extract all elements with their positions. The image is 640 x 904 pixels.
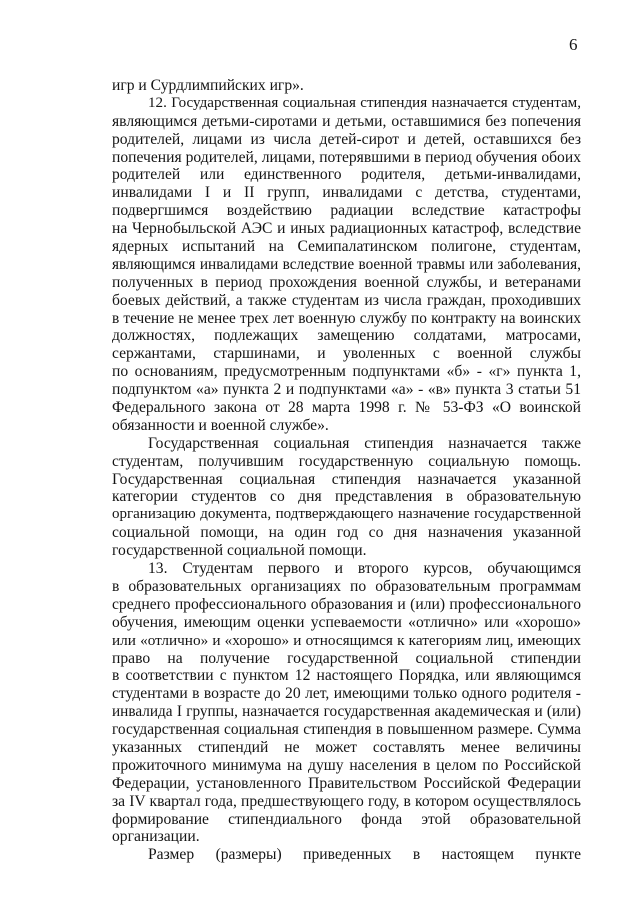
text-line: боевых действий, а также студентам из числа граждан, проходивших	[112, 291, 581, 309]
text-line: организации.	[112, 828, 200, 846]
text-line: обязанности и военной службе».	[112, 416, 329, 434]
text-line: инвалидами I и II групп, инвалидами с детства, студентами,	[112, 184, 581, 202]
document-body	[112, 77, 581, 864]
text-line: или «отлично» и «хорошо» и относящимся к категориям лиц, имеющих	[112, 631, 581, 649]
text-line: Государственная социальная стипендия назначается указанной	[112, 470, 581, 488]
text-line: полученных в период прохождения военной службы, и ветеранами	[112, 273, 581, 291]
text-line: родителей, лицами из числа детей-сирот и детей, оставшихся без	[112, 130, 581, 148]
text-line: Государственная социальная стипендия назначается также	[148, 434, 581, 452]
text-line: инвалида I группы, назначается государственная академическая и (или)	[112, 703, 581, 721]
text-line: на Чернобыльской АЭС и иных радиационных катастроф, вследствие	[112, 220, 581, 238]
text-line: Размер (размеры) приведенных в настоящем пункте	[148, 846, 581, 864]
text-line: прожиточного минимума на душу населения в целом по Российской	[112, 756, 581, 774]
text-line: должностях, подлежащих замещению солдатами, матросами,	[112, 327, 581, 345]
text-line: в соответствии с пунктом 12 настоящего Порядка, или являющимся	[112, 667, 581, 685]
text-line: попечения родителей, лицами, потерявшими в период обучения обоих	[112, 148, 581, 166]
text-line: категории студентов со дня представления в образовательную	[112, 488, 581, 506]
text-line: Федерального закона от 28 марта 1998 г. № 53-ФЗ «О воинской	[112, 399, 581, 417]
text-line: игр и Сурдлимпийских игр».	[112, 77, 304, 94]
text-line: за IV квартал года, предшествующего году, в котором осуществлялось	[112, 792, 581, 810]
text-line: государственной социальной помощи.	[112, 542, 367, 560]
text-line: студентам, получившим государственную социальную помощь.	[112, 452, 581, 470]
text-line: студентами в возрасте до 20 лет, имеющими только одного родителя -	[112, 685, 581, 703]
page-number: 6	[569, 35, 578, 54]
text-line: являющимся инвалидами вследствие военной травмы или заболевания,	[112, 255, 581, 273]
text-line: подвергшимся воздействию радиации вследствие катастрофы	[112, 202, 581, 220]
text-line: обучения, имеющим оценки успеваемости «отлично» или «хорошо»	[112, 613, 581, 631]
text-line: государственная социальная стипендия в повышенном размере. Сумма	[112, 721, 581, 739]
text-line: среднего профессионального образования и (или) профессионального	[112, 595, 581, 613]
text-line: являющимся детьми-сиротами и детьми, оставшимися без попечения	[112, 112, 581, 130]
text-line: указанных стипендий не может составлять менее величины	[112, 738, 581, 756]
text-line: социальной помощи, на один год со дня назначения указанной	[112, 524, 581, 542]
text-line: подпунктом «а» пункта 2 и подпунктами «а» - «в» пункта 3 статьи 51	[112, 381, 581, 399]
text-line: Федерации, установленного Правительством Российской Федерации	[112, 774, 581, 792]
text-line: право на получение государственной социальной стипендии	[112, 649, 581, 667]
text-line: формирование стипендиального фонда этой образовательной	[112, 810, 581, 828]
text-line: организацию документа, подтверждающего назначение государственной	[112, 506, 581, 523]
text-line: родителей или единственного родителя, детьми-инвалидами,	[112, 166, 581, 184]
text-line: сержантами, старшинами, и уволенных с военной службы	[112, 345, 581, 363]
text-line: в течение не менее трех лет военную службу по контракту на воинских	[112, 309, 581, 327]
text-line: по основаниям, предусмотренным подпунктами «б» - «г» пункта 1,	[112, 363, 581, 381]
text-line: в образовательных организациях по образовательным программам	[112, 577, 581, 595]
text-line: ядерных испытаний на Семипалатинском полигоне, студентам,	[112, 238, 581, 256]
text-line: 13. Студентам первого и второго курсов, обучающимся	[148, 560, 581, 578]
text-line: 12. Государственная социальная стипендия назначается студентам,	[148, 94, 581, 111]
